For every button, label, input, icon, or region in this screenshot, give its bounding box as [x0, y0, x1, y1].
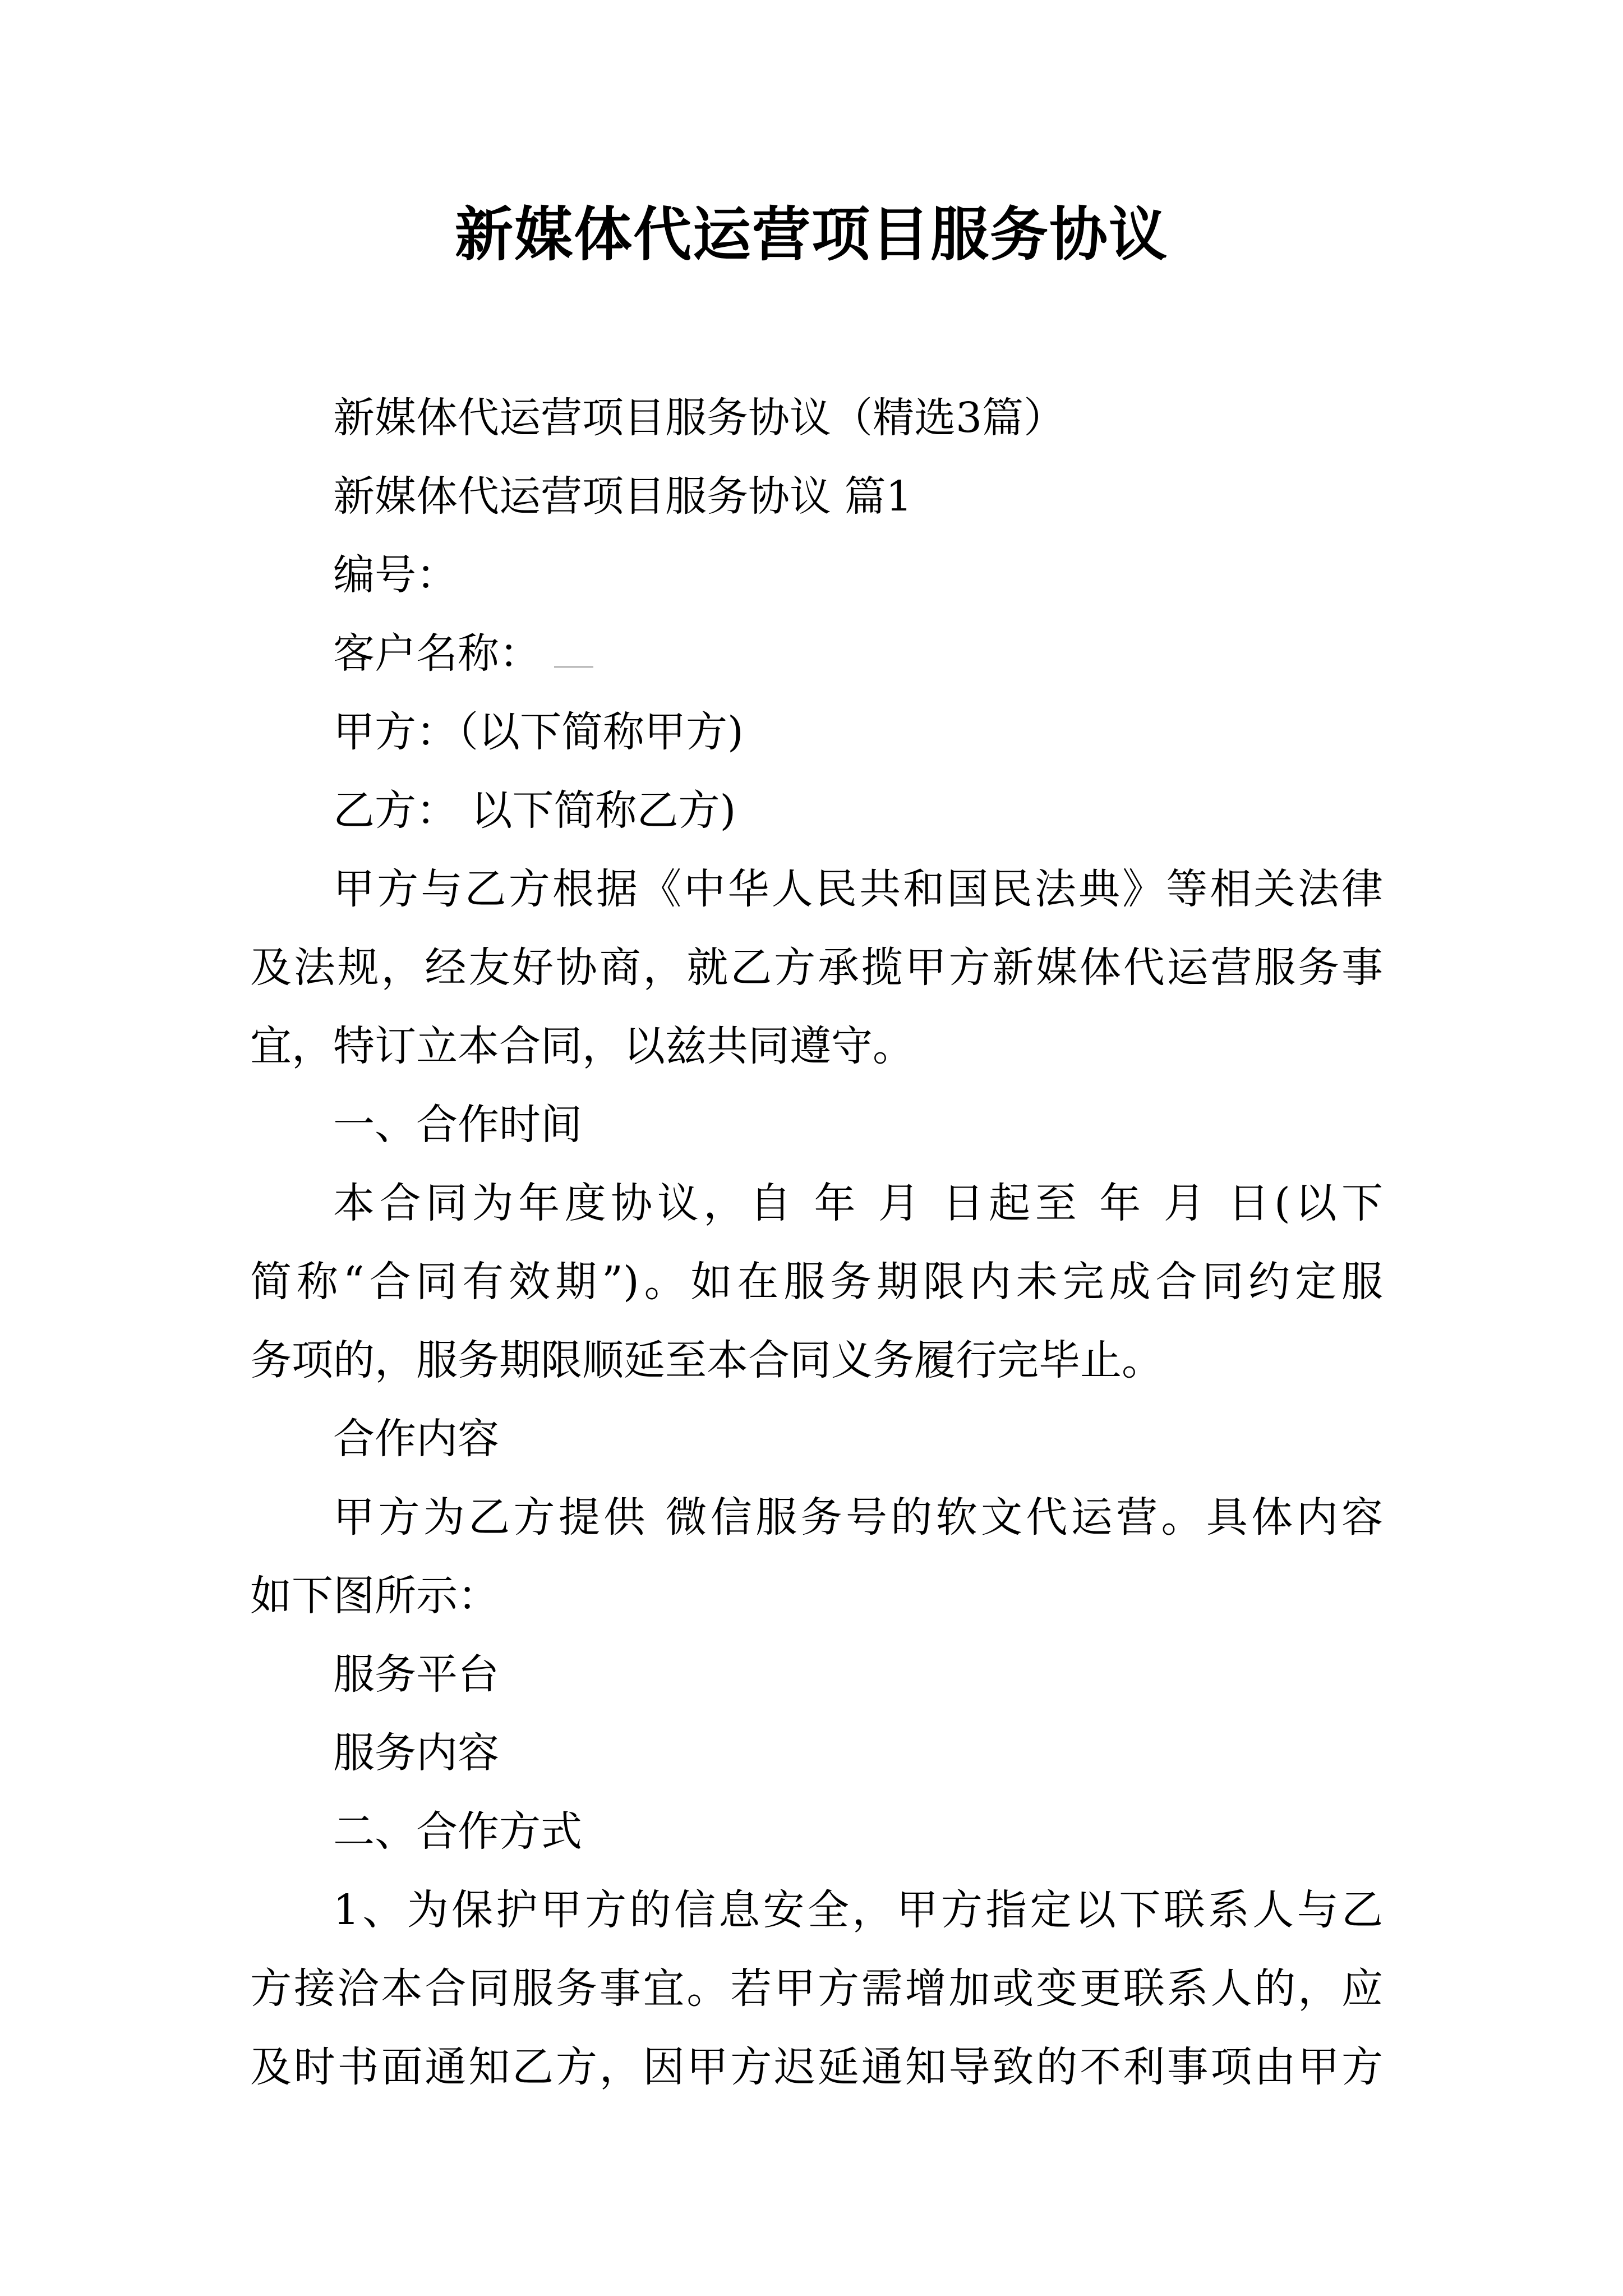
contract-number-label: 编号： [333, 551, 458, 599]
party-a-line: 甲方：（以下简称甲方) [333, 708, 744, 756]
content-line-2: 如下图所示： [250, 1572, 499, 1620]
document-title: 新媒体代运营项目服务协议 [454, 200, 1168, 269]
party-b-line: 乙方： 以下简称乙方) [333, 786, 736, 835]
client-name-blank [554, 644, 593, 668]
subtitle-part-1: 新媒体代运营项目服务协议 篇1 [333, 472, 912, 521]
method-line-1: 1、为保护甲方的信息安全，甲方指定以下联系人与乙 [333, 1886, 1383, 1934]
term-line-2: 简称“合同有效期”)。如在服务期限内未完成合同约定服 [250, 1258, 1383, 1306]
method-line-2: 方接洽本合同服务事宜。若甲方需增加或变更联系人的，应 [250, 1964, 1383, 2013]
preamble-line-3: 宜，特订立本合同，以兹共同遵守。 [250, 1022, 914, 1070]
section-heading-cooperation-content: 合作内容 [333, 1415, 499, 1463]
subtitle-collection: 新媒体代运营项目服务协议（精选3篇） [333, 394, 1066, 442]
client-name-label: 客户名称： [333, 629, 541, 678]
service-platform-label: 服务平台 [333, 1650, 499, 1699]
content-line-1: 甲方为乙方提供 微信服务号的软文代运营。具体内容 [333, 1493, 1383, 1542]
section-heading-cooperation-time: 一、合作时间 [333, 1101, 582, 1149]
preamble-line-2: 及法规，经友好协商，就乙方承揽甲方新媒体代运营服务事 [250, 944, 1383, 992]
term-line-3: 务项的，服务期限顺延至本合同义务履行完毕止。 [250, 1336, 1163, 1384]
client-name-row [250, 614, 1383, 693]
preamble-line-1: 甲方与乙方根据《中华人民共和国民法典》等相关法律 [333, 865, 1383, 913]
service-content-label: 服务内容 [333, 1729, 499, 1777]
term-line-1: 本合同为年度协议，自 年 月 日起至 年 月 日(以下 [333, 1179, 1383, 1227]
section-heading-cooperation-method: 二、合作方式 [333, 1807, 582, 1856]
document-body [250, 379, 1383, 2106]
method-line-3: 及时书面通知乙方，因甲方迟延通知导致的不利事项由甲方 [250, 2043, 1383, 2091]
